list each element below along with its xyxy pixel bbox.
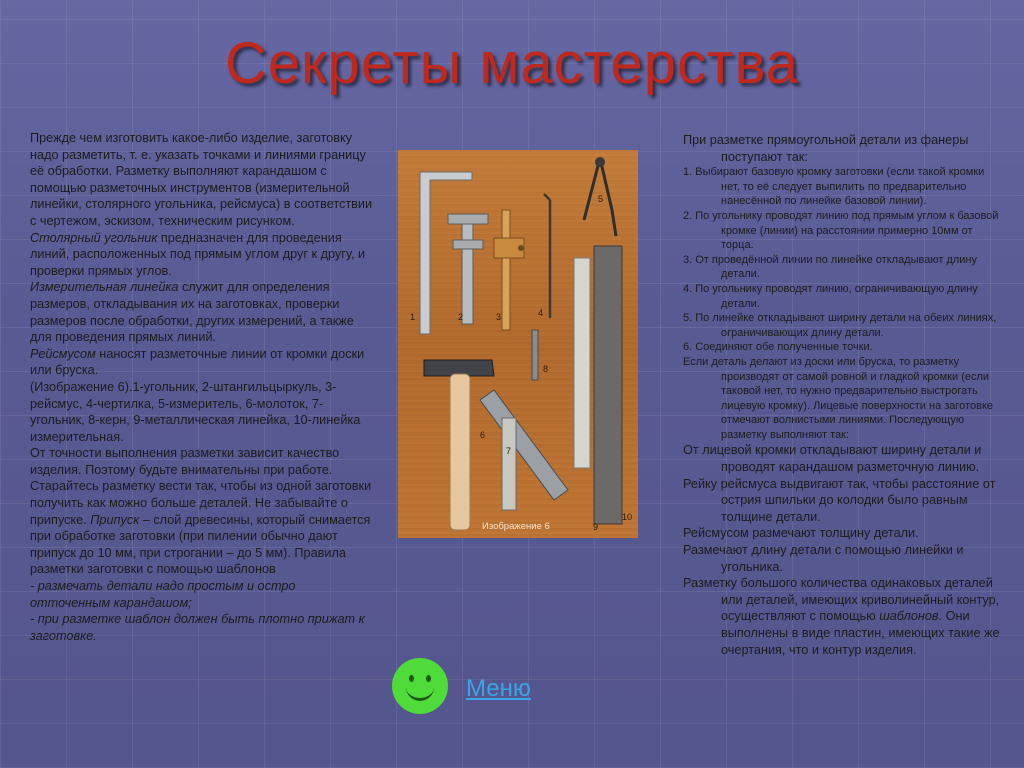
left-text-column [30,130,375,644]
term-templates: шаблонов [879,609,939,624]
step-3: 3. От проведённой линии по линейке откладывают длину детали. [683,253,978,281]
label-10: 10 [622,512,633,522]
template-rule-2: - при разметке шаблон должен быть плотно прижат к заготовке. [30,612,365,643]
right-intro: При разметке прямоугольной детали из фанеры поступают так: [683,133,969,164]
step-1: 1. Выбирают базовую кромку заготовки (если такой кромки нет, то её следует выпилить по предварительно нанесённой по линейке базовой линии). [683,166,985,208]
template-rule-1: - размечать детали надо простым и остро отточенным карандашом; [30,579,296,610]
label-9: 9 [593,522,599,532]
label-7: 7 [506,446,512,456]
allowance-description: – слой древесины, который снимается при обработке заготовки (при пилении обычно дают припуск до 10 мм, при строгании – до 5 мм). Правила разметки заготовки с помощью шаблонов [30,512,371,577]
step-4: 4. По угольнику проводят линию, ограничивающую длину детали. [683,282,978,310]
term-square: Столярный угольник [30,230,158,245]
length-rule: Размечают длину детали с помощью линейки и угольника. [683,543,964,574]
gauge-description: наносят разметочные линии от кромки доски или бруска. [30,346,365,378]
term-marking-gauge: Рейсмусом [30,346,96,361]
marking-gauge-tool [502,210,510,330]
label-4: 4 [538,308,544,318]
gauge-rule: Рейку рейсмуса выдвигают так, чтобы расстояние от острия шпильки до колодки было равным толщине детали. [683,476,996,524]
right-text-column [683,132,1005,658]
thickness-rule: Рейсмусом размечают толщину детали. [683,526,919,541]
term-ruler: Измерительная линейка [30,280,179,295]
measuring-ruler-tool [574,258,590,468]
smiley-menu-icon[interactable] [392,658,448,714]
step-2: 2. По угольнику проводят линию под прямым углом к базовой кромке (линии) на расстоянии примерно 10мм от торца. [683,209,999,252]
caliper-tool [462,214,473,324]
square-description: предназначен для проведения линий, расположенных под прямым углом друг к другу, и проверки прямых углов. [30,230,366,278]
term-allowance: Припуск [90,512,140,527]
slide-title: Секреты мастерства [224,31,799,96]
label-2: 2 [458,312,464,322]
tools-illustration [398,150,638,538]
board-intro: Если деталь делают из доски или бруска, то разметку производят от самой ровной и гладкой кромки (если таковой нет, то нужно предварительно выстрогать лицевую кромку). Лицевые поверхности на заготовке отмечают волнистыми линиями. Последующую разметку выполняют так: [683,355,993,441]
image-caption: Изображение 6 [482,521,550,532]
left-paragraph [30,130,375,644]
bevel-square-tool [480,390,568,500]
width-rule: От лицевой кромки откладывают ширину детали и проводят карандашом разметочную линию. [683,443,982,475]
step-5: 5. По линейке откладывают ширину детали на обеих линиях, ограничивающих длину детали. [683,312,997,339]
label-1: 1 [410,312,416,322]
intro-text: Прежде чем изготовить какое-либо изделие, заготовку надо разметить, т. е. указать точками и линиями границу её обработки. Разметку выполняют карандашом с помощью разметочных инструментов (измерительной линейки, столярного угольника, рейсмуса) в соответствии с чертежом, эскизом, техническим рисунком. [30,131,373,228]
step-6: 6. Соединяют обе полученные точки. [683,341,873,354]
metal-ruler-tool [594,246,622,524]
label-6: 6 [480,430,486,440]
image-legend-text: (Изображение 6).1-угольник, 2-штангильцыркуль, 3-рейсмус, 4-чертилка, 5-измеритель, 6-молоток, 7-угольник, 8-керн, 9-металлическая линейка, 10-линейка измерительная. [30,379,361,444]
tools-photo [398,150,638,538]
templates-paragraph: Разметку большого количества одинаковых деталей или деталей, имеющих криволинейный контур, осуществляют с помощью шаблонов. Они выполнены в виде пластин, имеющих такие же очертания, что и контур изделия. [683,576,1000,657]
menu-link[interactable]: Меню [466,675,531,702]
accuracy-text: От точности выполнения разметки зависит качество изделия. Поэтому будьте внимательны при работе. Старайтесь разметку вести так, чтобы из одной заготовки получить как можно больше деталей. Не забывайте о припуске. [30,446,372,527]
ruler-description: служит для определения размеров, откладывания их на заготовках, проверки размеров после обработки, других измерений, а также для проведения прямых линий. [30,280,354,345]
label-8: 8 [543,364,549,374]
center-punch-tool [532,330,538,380]
scriber-tool [544,194,550,318]
label-3: 3 [496,312,502,322]
label-5: 5 [598,194,604,204]
